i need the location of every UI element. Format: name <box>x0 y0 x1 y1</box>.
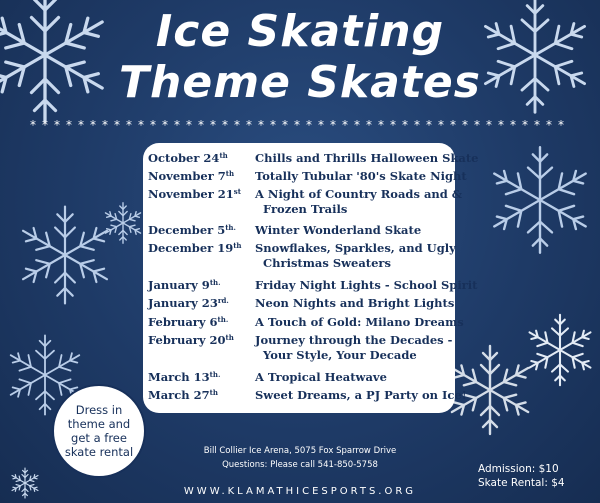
schedule-event: Chills and Thrills Halloween Skate <box>255 151 479 165</box>
title-line-2: Theme Skates <box>119 57 481 108</box>
schedule-event: Neon Nights and Bright Lights <box>255 296 455 310</box>
schedule-date: November 7th <box>148 169 235 183</box>
badge-text: Dress in theme and get a free skate rental <box>64 403 134 459</box>
schedule-date: March $13^{th.}$ <box>148 370 221 384</box>
schedule-date: February 20th <box>148 333 234 347</box>
schedule-date: November 21st <box>148 187 241 201</box>
snowflake-icon <box>100 200 146 246</box>
schedule-event: Totally Tubular '80's Skate Night <box>255 169 467 183</box>
schedule-date: February $6^{th.}$ <box>148 315 229 329</box>
website-link[interactable]: WWW.KLAMATHICESPORTS.ORG <box>183 486 417 497</box>
schedule-event-continued: Frozen Trails <box>263 202 348 216</box>
schedule-date: January $23^{rd.}$ <box>148 296 229 310</box>
schedule-event-continued: Christmas Sweaters <box>263 256 391 270</box>
title-line-1: Ice Skating <box>155 6 445 57</box>
schedule-event: Friday Night Lights - School Spirit <box>255 278 478 292</box>
contact-phone: Questions: Please call 541-850-5758 <box>222 460 378 470</box>
schedule-date: January $9^{th.}$ <box>148 278 221 292</box>
schedule-card <box>143 143 479 413</box>
skate-rental-price: Skate Rental: $4 <box>478 477 565 489</box>
schedule-event: Snowflakes, Sparkles, and Ugly <box>255 241 456 255</box>
schedule-date: March 27th <box>148 388 218 402</box>
schedule-date: December 19th <box>148 241 242 255</box>
schedule-event: A Night of Country Roads and & <box>255 187 463 201</box>
admission-price: Admission: $10 <box>478 463 559 475</box>
free-rental-badge <box>52 384 146 478</box>
arena-address: Bill Collier Ice Arena, 5075 Fox Sparrow Drive <box>203 446 397 456</box>
schedule-event: A Touch of Gold: Milano Dreams <box>255 315 464 329</box>
star-divider: ********************************************* <box>30 118 570 132</box>
snowflake-icon <box>480 140 600 260</box>
schedule-event: Journey through the Decades - <box>255 333 453 347</box>
schedule-date: December $5^{th.}$ <box>148 223 236 237</box>
snowflake-icon <box>520 310 600 390</box>
schedule-event: Winter Wonderland Skate <box>255 223 422 237</box>
poster-title <box>0 6 600 108</box>
schedule-date: October 24th <box>148 151 228 165</box>
schedule-event-continued: Your Style, Your Decade <box>263 348 417 362</box>
schedule-event: A Tropical Heatwave <box>255 370 387 384</box>
schedule-event: Sweet Dreams, a PJ Party on Ice! <box>255 388 467 402</box>
